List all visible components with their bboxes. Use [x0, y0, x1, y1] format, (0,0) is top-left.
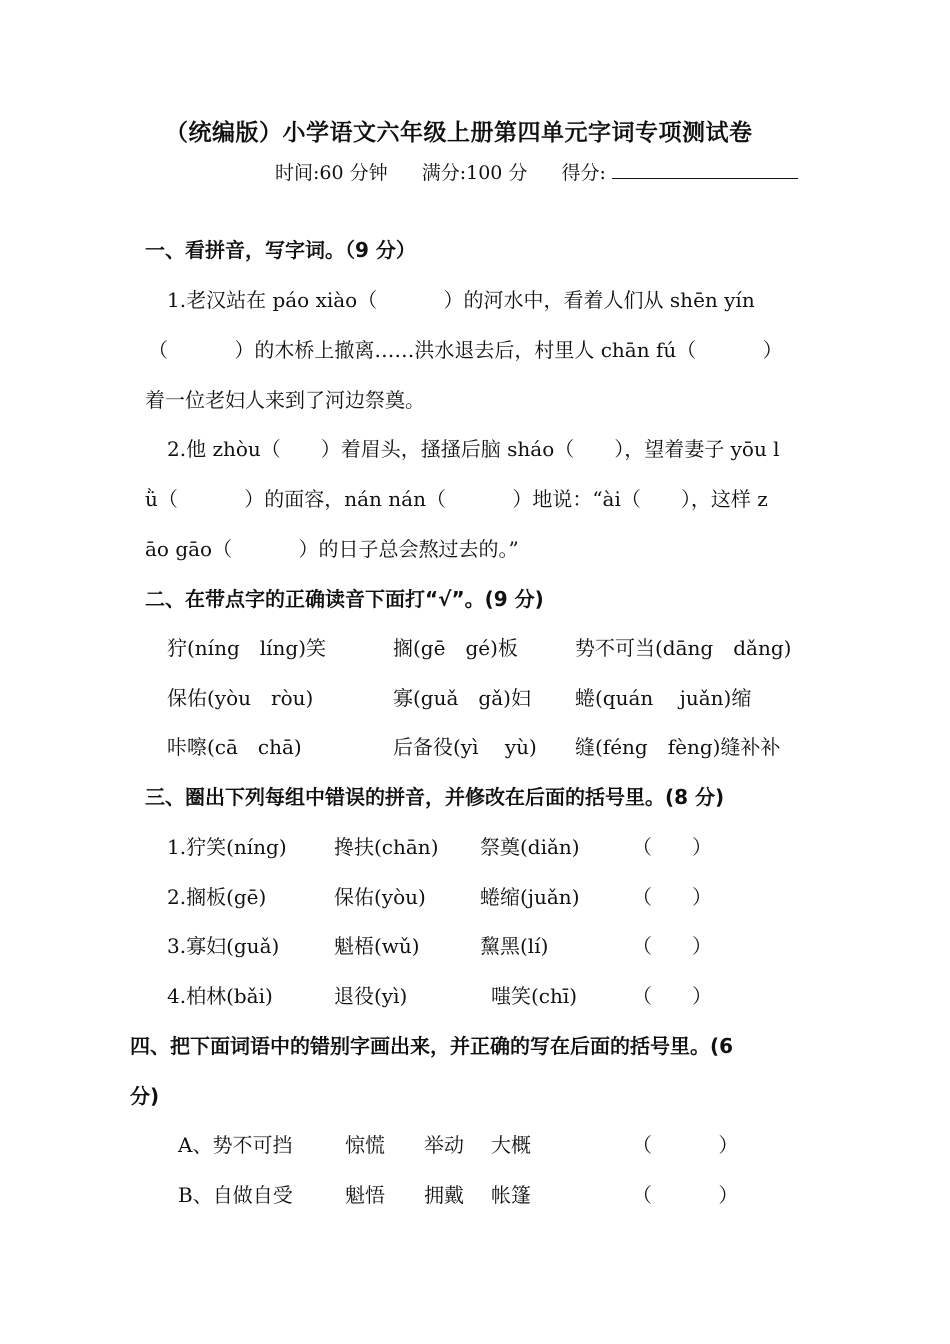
word-pinyin: 魁梧(wǔ): [334, 934, 420, 958]
word-pinyin: 3.寡妇(guǎ): [167, 934, 280, 958]
word-group: 惊慌: [345, 1133, 385, 1157]
score-label: 得分:: [561, 162, 606, 184]
word-pinyin: 黧黑(lí): [480, 934, 549, 958]
word-group: A、势不可挡: [178, 1133, 293, 1157]
word-pinyin: 2.搁板(gē): [167, 885, 267, 909]
word-group: B、自做自受: [178, 1183, 293, 1207]
section3-heading: 三、圈出下列每组中错误的拼音，并修改在后面的括号里。(8 分): [145, 785, 725, 809]
word-group: 举动: [424, 1133, 464, 1157]
word-pinyin: 蜷缩(juǎn): [480, 885, 580, 909]
answer-parentheses[interactable]: （ ）: [632, 885, 712, 909]
time-info: 时间:60 分钟: [275, 162, 388, 184]
word-pinyin: 退役(yì): [334, 984, 408, 1008]
section1-q2-line1: 2.他 zhòu（ ）着眉头，搔搔后脑 sháo（ ），望着妻子 yōu l: [167, 437, 780, 461]
pinyin-choice-item[interactable]: 后备役(yì yù): [393, 735, 537, 759]
pinyin-choice-item[interactable]: 狞(níng líng)笑: [167, 636, 327, 660]
score-blank[interactable]: [612, 160, 798, 179]
word-pinyin: 嗤笑(chī): [491, 984, 578, 1008]
pinyin-choice-item[interactable]: 蜷(quán juǎn)缩: [575, 686, 752, 710]
section1-q2-line3: āo gāo（ ）的日子总会熬过去的。”: [145, 537, 519, 561]
word-pinyin: 1.狞笑(níng): [167, 835, 287, 859]
pinyin-choice-item[interactable]: 保佑(yòu ròu): [167, 686, 314, 710]
word-pinyin: 搀扶(chān): [334, 835, 439, 859]
page-title: （统编版）小学语文六年级上册第四单元字词专项测试卷: [165, 120, 753, 146]
answer-parentheses[interactable]: （ ）: [632, 835, 712, 859]
section4-heading: 四、把下面词语中的错别字画出来，并正确的写在后面的括号里。(6: [130, 1034, 734, 1058]
full-score-info: 满分:100 分: [421, 162, 528, 184]
pinyin-choice-item[interactable]: 势不可当(dāng dǎng): [575, 636, 792, 660]
answer-parentheses[interactable]: （ ）: [632, 1133, 739, 1157]
section1-q1-line1: 1.老汉站在 páo xiào（ ）的河水中，看着人们从 shēn yín: [167, 288, 755, 312]
pinyin-choice-item[interactable]: 咔嚓(cā chā): [167, 735, 302, 759]
pinyin-choice-item[interactable]: 寡(guǎ gǎ)妇: [393, 686, 531, 710]
exam-meta: [275, 160, 798, 186]
answer-parentheses[interactable]: （ ）: [632, 984, 712, 1008]
section1-q1-line2: （ ）的木桥上撤离……洪水退去后，村里人 chān fú（ ）: [148, 338, 783, 362]
section1-q1-line3: 着一位老妇人来到了河边祭奠。: [145, 388, 425, 412]
section2-heading: 二、在带点字的正确读音下面打“√”。(9 分): [145, 587, 544, 611]
answer-parentheses[interactable]: （ ）: [632, 1183, 739, 1207]
word-group: 魁悟: [345, 1183, 385, 1207]
word-pinyin: 保佑(yòu): [334, 885, 426, 909]
word-pinyin: 祭奠(diǎn): [480, 835, 580, 859]
word-group: 帐篷: [491, 1183, 531, 1207]
answer-parentheses[interactable]: （ ）: [632, 934, 712, 958]
section1-q2-line2: ǜ（ ）的面容，nán nán（ ）地说：“ài（ ），这样 z: [145, 487, 768, 511]
pinyin-choice-item[interactable]: 搁(gē gé)板: [393, 636, 518, 660]
word-group: 大概: [491, 1133, 531, 1157]
word-group: 拥戴: [424, 1183, 464, 1207]
section4-heading-cont: 分): [130, 1084, 160, 1108]
section1-heading: 一、看拼音，写字词。（9 分）: [145, 238, 416, 262]
word-pinyin: 4.柏林(bǎi): [167, 984, 273, 1008]
pinyin-choice-item[interactable]: 缝(féng fèng)缝补补: [575, 735, 781, 759]
